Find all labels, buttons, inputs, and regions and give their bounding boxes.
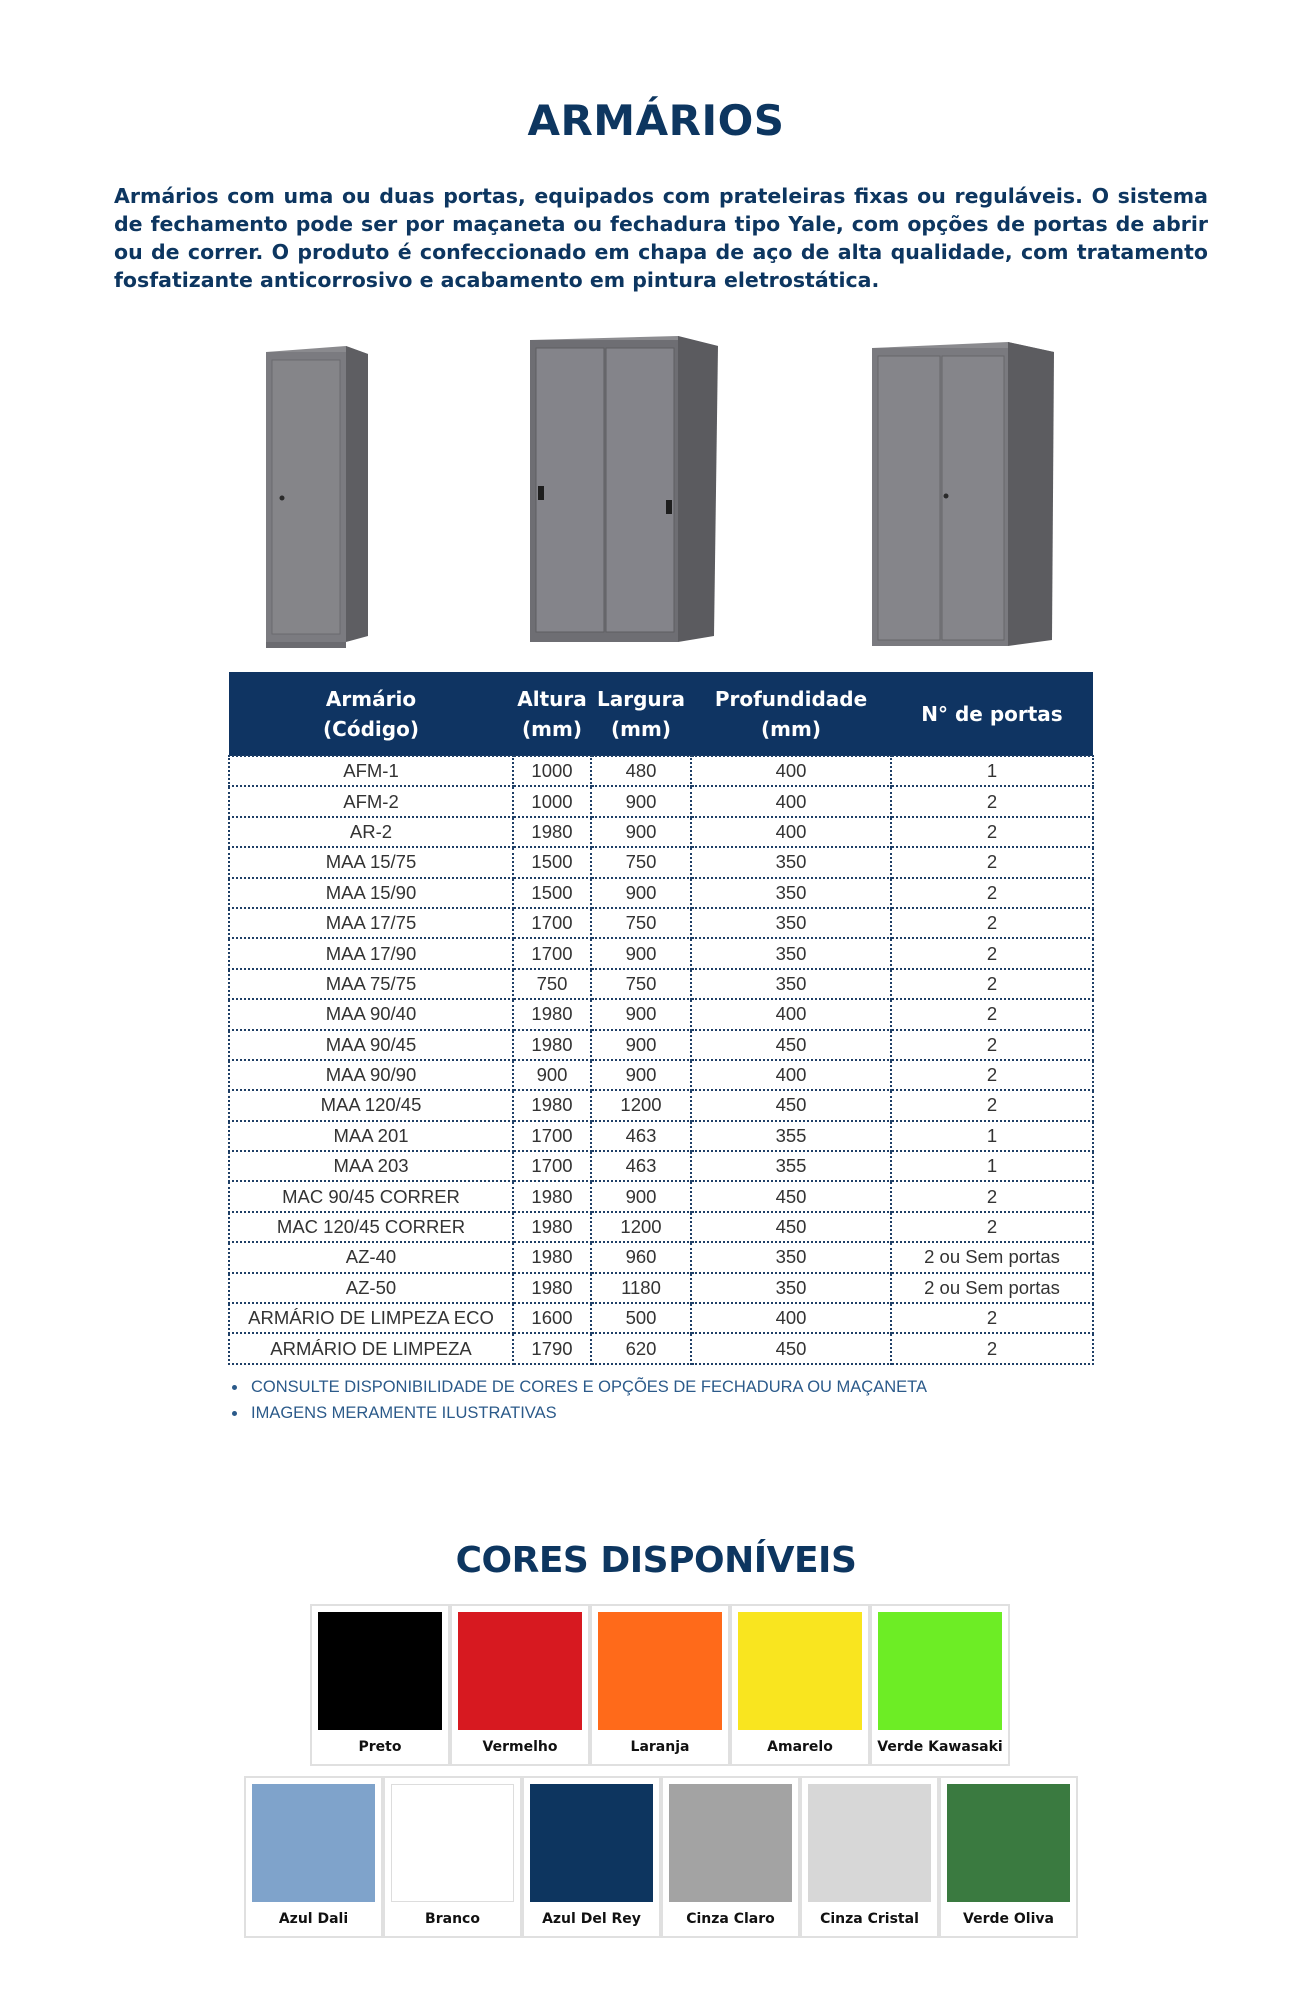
table-cell: 750 — [513, 969, 591, 999]
table-cell: 750 — [591, 908, 691, 938]
table-cell: 400 — [691, 786, 891, 816]
table-cell: 620 — [591, 1333, 691, 1363]
table-cell: 450 — [691, 1333, 891, 1363]
color-swatch-label: Branco — [425, 1911, 480, 1927]
color-swatch — [391, 1784, 514, 1902]
table-cell: 350 — [691, 969, 891, 999]
table-cell: 1980 — [513, 1030, 591, 1060]
table-cell: 2 — [891, 1212, 1093, 1242]
spec-table — [228, 672, 1094, 1365]
table-cell: 2 — [891, 1303, 1093, 1333]
table-row — [229, 878, 1093, 908]
color-swatch-card — [800, 1776, 939, 1938]
table-cell: 1980 — [513, 817, 591, 847]
table-cell: MAA 15/90 — [229, 878, 513, 908]
table-cell: 1980 — [513, 1181, 591, 1211]
color-swatch-label: Amarelo — [767, 1739, 833, 1755]
table-cell: 1980 — [513, 999, 591, 1029]
table-cell: 750 — [591, 969, 691, 999]
color-swatch — [878, 1612, 1002, 1730]
color-swatch — [947, 1784, 1070, 1902]
cabinet-single-door-image — [262, 346, 374, 656]
color-swatch-label: Cinza Cristal — [820, 1911, 919, 1927]
notes-list — [232, 1374, 927, 1426]
table-cell: 2 ou Sem portas — [891, 1273, 1093, 1303]
table-cell: 900 — [591, 938, 691, 968]
table-row — [229, 817, 1093, 847]
table-cell: 900 — [591, 999, 691, 1029]
table-cell: 1700 — [513, 1151, 591, 1181]
table-cell: 450 — [691, 1181, 891, 1211]
table-cell: 400 — [691, 1303, 891, 1333]
table-cell: AFM-2 — [229, 786, 513, 816]
table-header-cell: Armário (Código) — [229, 672, 513, 756]
table-cell: 355 — [691, 1121, 891, 1151]
color-swatch-card — [310, 1604, 450, 1766]
table-cell: MAA 201 — [229, 1121, 513, 1151]
table-cell: 750 — [591, 847, 691, 877]
spec-table-body — [229, 756, 1093, 1364]
color-swatch-card — [590, 1604, 730, 1766]
color-swatch-card — [383, 1776, 522, 1938]
color-swatch-label: Cinza Claro — [686, 1911, 775, 1927]
table-cell: 1000 — [513, 756, 591, 786]
table-cell: 463 — [591, 1151, 691, 1181]
table-row — [229, 1030, 1093, 1060]
table-cell: AZ-50 — [229, 1273, 513, 1303]
table-cell: 2 — [891, 1090, 1093, 1120]
color-swatch-card — [661, 1776, 800, 1938]
table-cell: 2 — [891, 1060, 1093, 1090]
color-swatch — [252, 1784, 375, 1902]
table-header-cell: Profundidade (mm) — [691, 672, 891, 756]
table-cell: 1700 — [513, 1121, 591, 1151]
table-row — [229, 1090, 1093, 1120]
color-swatch-label: Verde Kawasaki — [877, 1739, 1003, 1755]
table-cell: 450 — [691, 1212, 891, 1242]
table-cell: 1980 — [513, 1273, 591, 1303]
table-cell: 1700 — [513, 938, 591, 968]
table-cell: 900 — [513, 1060, 591, 1090]
note-item: IMAGENS MERAMENTE ILUSTRATIVAS — [232, 1400, 927, 1426]
table-cell: MAA 90/40 — [229, 999, 513, 1029]
table-cell: 1200 — [591, 1090, 691, 1120]
color-swatch-label: Vermelho — [482, 1739, 558, 1755]
table-cell: 2 — [891, 969, 1093, 999]
table-cell: 350 — [691, 938, 891, 968]
color-swatch-label: Azul Del Rey — [542, 1911, 641, 1927]
color-swatch-card — [450, 1604, 590, 1766]
table-cell: 2 — [891, 847, 1093, 877]
table-cell: 1980 — [513, 1090, 591, 1120]
color-swatch-card — [730, 1604, 870, 1766]
table-row — [229, 1303, 1093, 1333]
table-row — [229, 756, 1093, 786]
table-cell: 400 — [691, 999, 891, 1029]
table-cell: 1180 — [591, 1273, 691, 1303]
table-cell: 480 — [591, 756, 691, 786]
table-cell: MAA 90/45 — [229, 1030, 513, 1060]
spec-table-header — [229, 672, 1093, 756]
table-cell: 900 — [591, 786, 691, 816]
table-cell: MAC 120/45 CORRER — [229, 1212, 513, 1242]
table-row — [229, 1333, 1093, 1363]
table-cell: 463 — [591, 1121, 691, 1151]
table-cell: 1 — [891, 1151, 1093, 1181]
color-swatches-row-2 — [244, 1776, 1078, 1938]
color-swatches-row-1 — [310, 1604, 1010, 1766]
table-cell: 355 — [691, 1151, 891, 1181]
table-row — [229, 938, 1093, 968]
table-cell: 2 — [891, 1181, 1093, 1211]
table-cell: 2 ou Sem portas — [891, 1242, 1093, 1272]
intro-paragraph: Armários com uma ou duas portas, equipados com prateleiras fixas ou reguláveis. O sistema de fechamento pode ser por maçaneta ou fechadura tipo Yale, com opções de portas de abrir ou de correr. O produto é confeccionado em chapa de aço de alta qualidade, com tratamento fosfatizante anticorrosivo e acabamento em pintura eletrostática. — [114, 184, 1208, 292]
color-swatch — [458, 1612, 582, 1730]
table-cell: 900 — [591, 817, 691, 847]
color-swatch — [318, 1612, 442, 1730]
table-cell: ARMÁRIO DE LIMPEZA ECO — [229, 1303, 513, 1333]
table-cell: 1500 — [513, 878, 591, 908]
color-swatch-label: Laranja — [630, 1739, 690, 1755]
color-swatch-label: Azul Dali — [278, 1911, 349, 1927]
color-swatch-card — [522, 1776, 661, 1938]
color-swatch — [530, 1784, 653, 1902]
table-cell: MAA 120/45 — [229, 1090, 513, 1120]
table-cell: 2 — [891, 999, 1093, 1029]
table-cell: 2 — [891, 908, 1093, 938]
table-row — [229, 786, 1093, 816]
product-images — [0, 330, 1312, 660]
table-cell: 2 — [891, 1333, 1093, 1363]
cabinet-double-door-image — [870, 342, 1060, 652]
table-cell: 350 — [691, 908, 891, 938]
table-cell: AFM-1 — [229, 756, 513, 786]
table-cell: 400 — [691, 1060, 891, 1090]
table-cell: 400 — [691, 756, 891, 786]
color-swatch-label: Preto — [358, 1739, 402, 1755]
table-cell: 2 — [891, 786, 1093, 816]
table-row — [229, 1121, 1093, 1151]
table-row — [229, 1242, 1093, 1272]
table-row — [229, 1273, 1093, 1303]
table-header-cell: Altura (mm) — [513, 672, 591, 756]
table-cell: 1 — [891, 1121, 1093, 1151]
page-title: ARMÁRIOS — [527, 96, 785, 145]
table-cell: 900 — [591, 878, 691, 908]
table-cell: 1000 — [513, 786, 591, 816]
table-cell: 450 — [691, 1030, 891, 1060]
table-cell: 450 — [691, 1090, 891, 1120]
table-cell: MAA 90/90 — [229, 1060, 513, 1090]
table-cell: MAA 17/90 — [229, 938, 513, 968]
table-cell: 2 — [891, 878, 1093, 908]
table-cell: 1600 — [513, 1303, 591, 1333]
table-cell: 2 — [891, 938, 1093, 968]
table-cell: ARMÁRIO DE LIMPEZA — [229, 1333, 513, 1363]
table-cell: 350 — [691, 1273, 891, 1303]
table-cell: MAA 15/75 — [229, 847, 513, 877]
table-cell: 400 — [691, 817, 891, 847]
table-cell: 350 — [691, 847, 891, 877]
table-cell: 350 — [691, 1242, 891, 1272]
table-row — [229, 1181, 1093, 1211]
table-cell: 1 — [891, 756, 1093, 786]
table-cell: 1500 — [513, 847, 591, 877]
table-cell: 1980 — [513, 1242, 591, 1272]
color-swatch — [669, 1784, 792, 1902]
table-cell: 900 — [591, 1060, 691, 1090]
table-cell: AZ-40 — [229, 1242, 513, 1272]
table-header-cell: Largura (mm) — [591, 672, 691, 756]
table-row — [229, 969, 1093, 999]
table-row — [229, 1060, 1093, 1090]
note-item: CONSULTE DISPONIBILIDADE DE CORES E OPÇÕES DE FECHADURA OU MAÇANETA — [232, 1374, 927, 1400]
color-swatch-card — [939, 1776, 1078, 1938]
color-swatch-card — [870, 1604, 1010, 1766]
table-row — [229, 1151, 1093, 1181]
table-header-cell: N° de portas — [891, 672, 1093, 756]
table-cell: MAA 75/75 — [229, 969, 513, 999]
table-cell: MAA 17/75 — [229, 908, 513, 938]
cabinet-sliding-door-image — [528, 336, 726, 650]
colors-title: CORES DISPONÍVEIS — [455, 1540, 857, 1581]
table-cell: 900 — [591, 1030, 691, 1060]
table-cell: 2 — [891, 817, 1093, 847]
color-swatch — [738, 1612, 862, 1730]
table-cell: 500 — [591, 1303, 691, 1333]
table-row — [229, 847, 1093, 877]
color-swatch-label: Verde Oliva — [963, 1911, 1054, 1927]
table-row — [229, 1212, 1093, 1242]
table-cell: MAC 90/45 CORRER — [229, 1181, 513, 1211]
table-cell: MAA 203 — [229, 1151, 513, 1181]
table-cell: 1980 — [513, 1212, 591, 1242]
table-cell: 1700 — [513, 908, 591, 938]
color-swatch-card — [244, 1776, 383, 1938]
color-swatch — [808, 1784, 931, 1902]
table-cell: AR-2 — [229, 817, 513, 847]
table-row — [229, 908, 1093, 938]
table-cell: 1200 — [591, 1212, 691, 1242]
table-row — [229, 999, 1093, 1029]
table-cell: 2 — [891, 1030, 1093, 1060]
table-cell: 350 — [691, 878, 891, 908]
table-cell: 1790 — [513, 1333, 591, 1363]
table-cell: 960 — [591, 1242, 691, 1272]
color-swatch — [598, 1612, 722, 1730]
table-cell: 900 — [591, 1181, 691, 1211]
